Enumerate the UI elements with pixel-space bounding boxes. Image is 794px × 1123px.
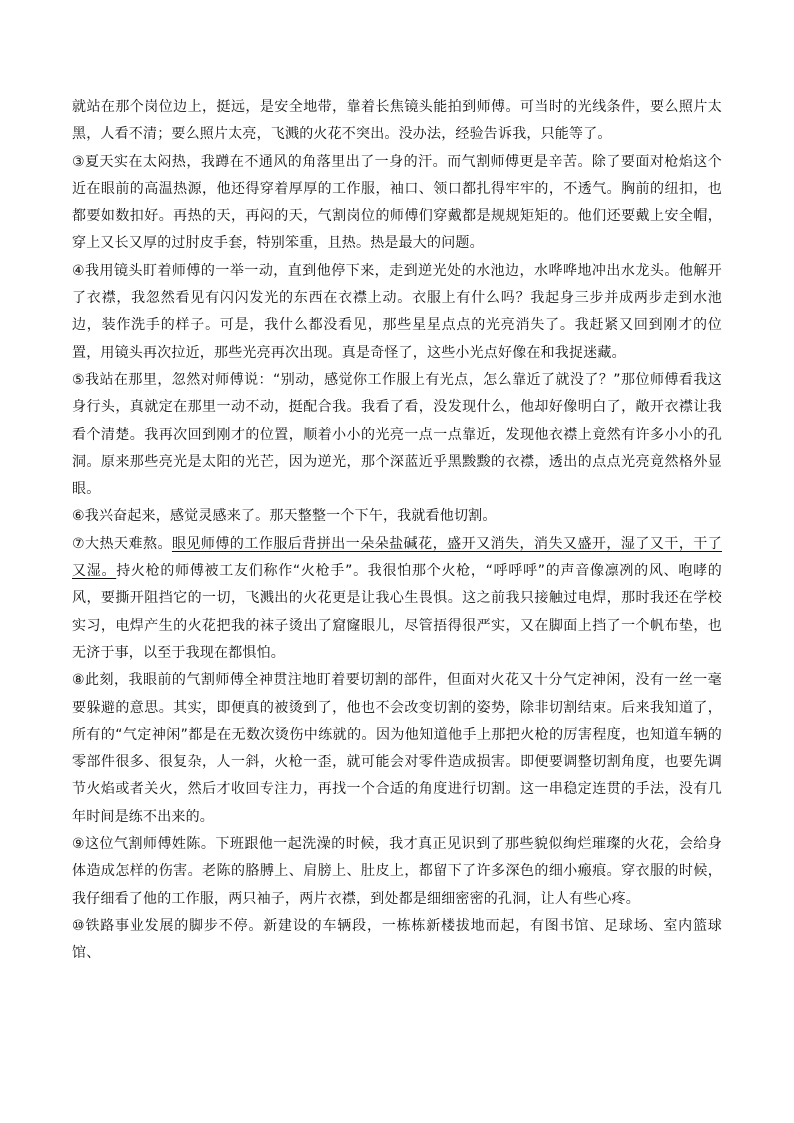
paragraph-4: ④我用镜头盯着师傅的一举一动，直到他停下来，走到逆光处的水池边，水哗哗地冲出水龙头。他解开了衣襟，我忽然看见有闪闪发光的东西在衣襟上动。衣服上有什么吗？我起身三步并成两步走到水池边，装作洗手的样子。可是，我什么都没看见，那些星星点点的光亮消失了。我赶紧又回到刚才的位置，用镜头再次拉近，那些光亮再次出现。真是奇怪了，这些小光点好像在和我捉迷藏。: [72, 262, 722, 361]
paragraph-10: ⑩铁路事业发展的脚步不停。新建设的车辆段，一栋栋新楼拔地而起，有图书馆、足球场、室内篮球馆、: [72, 917, 722, 962]
paragraph-continuation: 就站在那个岗位边上，挺远，是安全地带，靠着长焦镜头能拍到师傅。可当时的光线条件，要么照片太黑，人看不清；要么照片太亮，飞溅的火花不突出。没办法，经验告诉我，只能等了。: [72, 99, 722, 143]
paragraph-8: ⑧此刻，我眼前的气割师傅全神贯注地盯着要切割的部件，但面对火花又十分气定神闲，没有一丝一毫要躲避的意思。其实，即便真的被烫到了，他也不会改变切割的姿势，除非切割结束。后来我知道了，所有的“气定神闲”都是在无数次烫伤中练就的。因为他知道他手上那把火枪的厉害程度，也知道车辆的零部件很多、很复杂，人一斜，火枪一歪，就可能会对零件造成损害。即便要调整切割角度，也要先调节火焰或者关火，然后才收回专注力，再找一个合适的角度进行切割。这一串稳定连贯的手法，没有几年时间是练不出来的。: [72, 672, 722, 825]
paragraph-3: ③夏天实在太闷热，我蹲在不通风的角落里出了一身的汗。而气割师傅更是辛苦。除了要面对枪焰这个近在眼前的高温热源，他还得穿着厚厚的工作服，袖口、领口都扎得牢牢的，不透气。胸前的纽扣，也都要如数扣好。再热的天，再闷的天，气割岗位的师傅们穿戴都是规规矩矩的。他们还要戴上安全帽，穿上又长又厚的过肘皮手套，特别笨重，且热。热是最大的问题。: [72, 153, 722, 252]
paragraph-7-rest: 持火枪的师傅被工友们称作“火枪手”。我很怕那个火枪，“呼呼呼”的声音像凛冽的风、咆哮的风，要撕开阻挡它的一切，飞溅出的火花更是让我心生畏惧。这之前我只接触过电焊，那时我还在学校实习，电焊产生的火花把我的袜子烫出了窟窿眼儿，尽管捂得很严实，又在脚面上挡了一个帆布垫，也无济于事，以至于我现在都惧怕。: [72, 563, 722, 661]
paragraph-7: [72, 531, 722, 667]
paragraph-9: ⑨这位气割师傅姓陈。下班跟他一起洗澡的时候，我才真正见识到了那些貌似绚烂璀璨的火花，会给身体造成怎样的伤害。老陈的胳膊上、肩膀上、肚皮上，都留下了许多深色的细小瘢痕。穿衣服的时候，我仔细看了他的工作服，两只袖子，两片衣襟，到处都是细细密密的孔洞，让人有些心疼。: [72, 836, 722, 907]
paragraph-5: ⑤我站在那里，忽然对师傅说：“别动，感觉你工作服上有光点，怎么靠近了就没了？”那位师傅看我这身行头，真就定在那里一动不动，挺配合我。我看了看，没发现什么，他却好像明白了，敞开衣襟让我看个清楚。我再次回到刚才的位置，顺着小小的光亮一点一点靠近，发现他衣襟上竟然有许多小小的孔洞。原来那些亮光是太阳的光芒，因为逆光，那个深蓝近乎黑黢黢的衣襟，透出的点点光亮竟然格外显眼。: [72, 371, 722, 498]
paragraph-7-lead: ⑦大热天难熬。: [72, 535, 172, 552]
paragraph-6: ⑥我兴奋起来，感觉灵感来了。那天整整一个下午，我就看他切割。: [72, 508, 497, 525]
underlined-sentence: 眼见师傅的工作服后背拼出一朵朵盐碱花，盛开又消失，消失又盛开，湿了又干，干了又湿。: [72, 535, 722, 580]
article-body: [72, 94, 722, 968]
